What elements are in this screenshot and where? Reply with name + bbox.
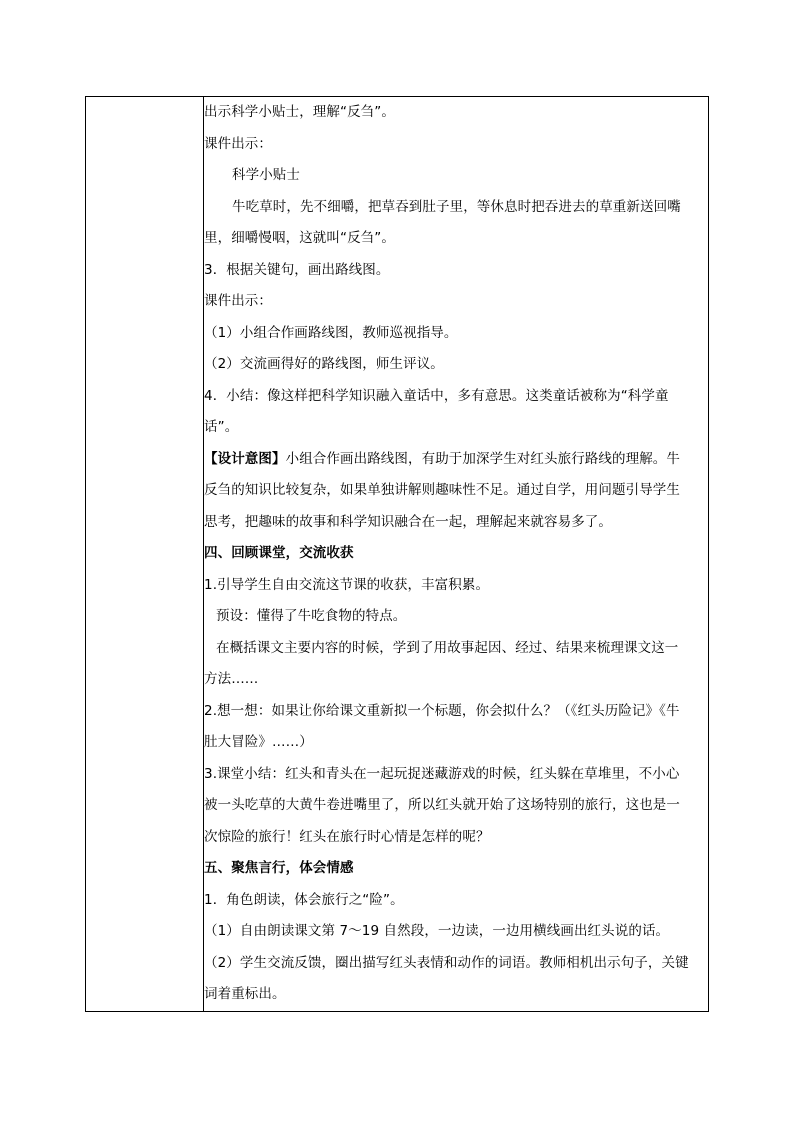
text-line: 肚大冒险》……） xyxy=(204,734,313,750)
text-line: （2）交流画得好的路线图，师生评议。 xyxy=(204,356,444,372)
text-line: 课件出示： xyxy=(204,135,272,152)
text-line: 被一头吃草的大黄牛卷进嘴里了，所以红头就开始了这场特别的旅行，这也是一 xyxy=(204,797,680,813)
text-line: 3.课堂小结：红头和青头在一起玩捉迷藏游戏的时候，红头躲在草堆里，不小心 xyxy=(204,765,680,782)
content-cell xyxy=(204,97,709,1012)
design-intent-text: 小组合作画出路线图，有助于加深学生对红头旅行路线的理解。牛 xyxy=(285,450,681,467)
text-line xyxy=(204,444,708,476)
text-line: （1）小组合作画路线图，教师巡视指导。 xyxy=(204,324,458,341)
text-line: 次惊险的旅行！红头在旅行时心情是怎样的呢？ xyxy=(204,828,490,845)
text-line: 出示科学小贴士，理解“反刍”。 xyxy=(204,104,395,120)
text-line: 五、聚焦言行，体会情感 xyxy=(204,860,354,876)
text-line: 预设：懂得了牛吃食物的特点。 xyxy=(216,608,407,624)
text-line: 课件出示： xyxy=(204,293,272,309)
text-line: 1.引导学生自由交流这节课的收获，丰富积累。 xyxy=(204,576,490,593)
text-line: （2）学生交流反馈，圈出描写红头表情和动作的词语。教师相机出示句子，关键 xyxy=(204,954,689,971)
text-line: 反刍的知识比较复杂，如果单独讲解则趣味性不足。通过自学，用问题引导学生 xyxy=(204,482,680,498)
text-line: 在概括课文主要内容的时候，学到了用故事起因、经过、结果来梳理课文这一 xyxy=(216,639,679,656)
text-line: 里，细嚼慢咽，这就叫“反刍”。 xyxy=(204,230,395,246)
text-line: （1）自由朗读课文第 7～19 自然段，一边读，一边用横线画出红头说的话。 xyxy=(204,923,670,939)
table-row xyxy=(86,97,709,1012)
lesson-content xyxy=(204,97,708,1011)
text-line: 四、回顾课堂，交流收获 xyxy=(204,545,354,561)
text-line: 2.想一想：如果让你给课文重新拟一个标题，你会拟什么？（《红头历险记》《牛 xyxy=(204,702,680,719)
text-line: 方法…… xyxy=(204,671,259,687)
text-line: 词着重标出。 xyxy=(204,986,286,1002)
design-intent-label: 【设计意图】 xyxy=(204,450,286,467)
text-line: 话”。 xyxy=(204,419,239,435)
left-column-cell xyxy=(86,97,204,1012)
text-line: 牛吃草时，先不细嚼，把草吞到肚子里，等休息时把吞进去的草重新送回嘴 xyxy=(232,198,681,215)
text-line: 4．小结：像这样把科学知识融入童话中，多有意思。这类童话被称为“科学童 xyxy=(204,387,669,404)
text-line: 思考，把趣味的故事和科学知识融合在一起，理解起来就容易多了。 xyxy=(204,513,612,530)
text-line: 科学小贴士 xyxy=(232,167,300,183)
text-line: 3．根据关键句，画出路线图。 xyxy=(204,261,390,278)
lesson-table xyxy=(85,96,709,1012)
text-line: 1．角色朗读，体会旅行之“险”。 xyxy=(204,891,404,908)
